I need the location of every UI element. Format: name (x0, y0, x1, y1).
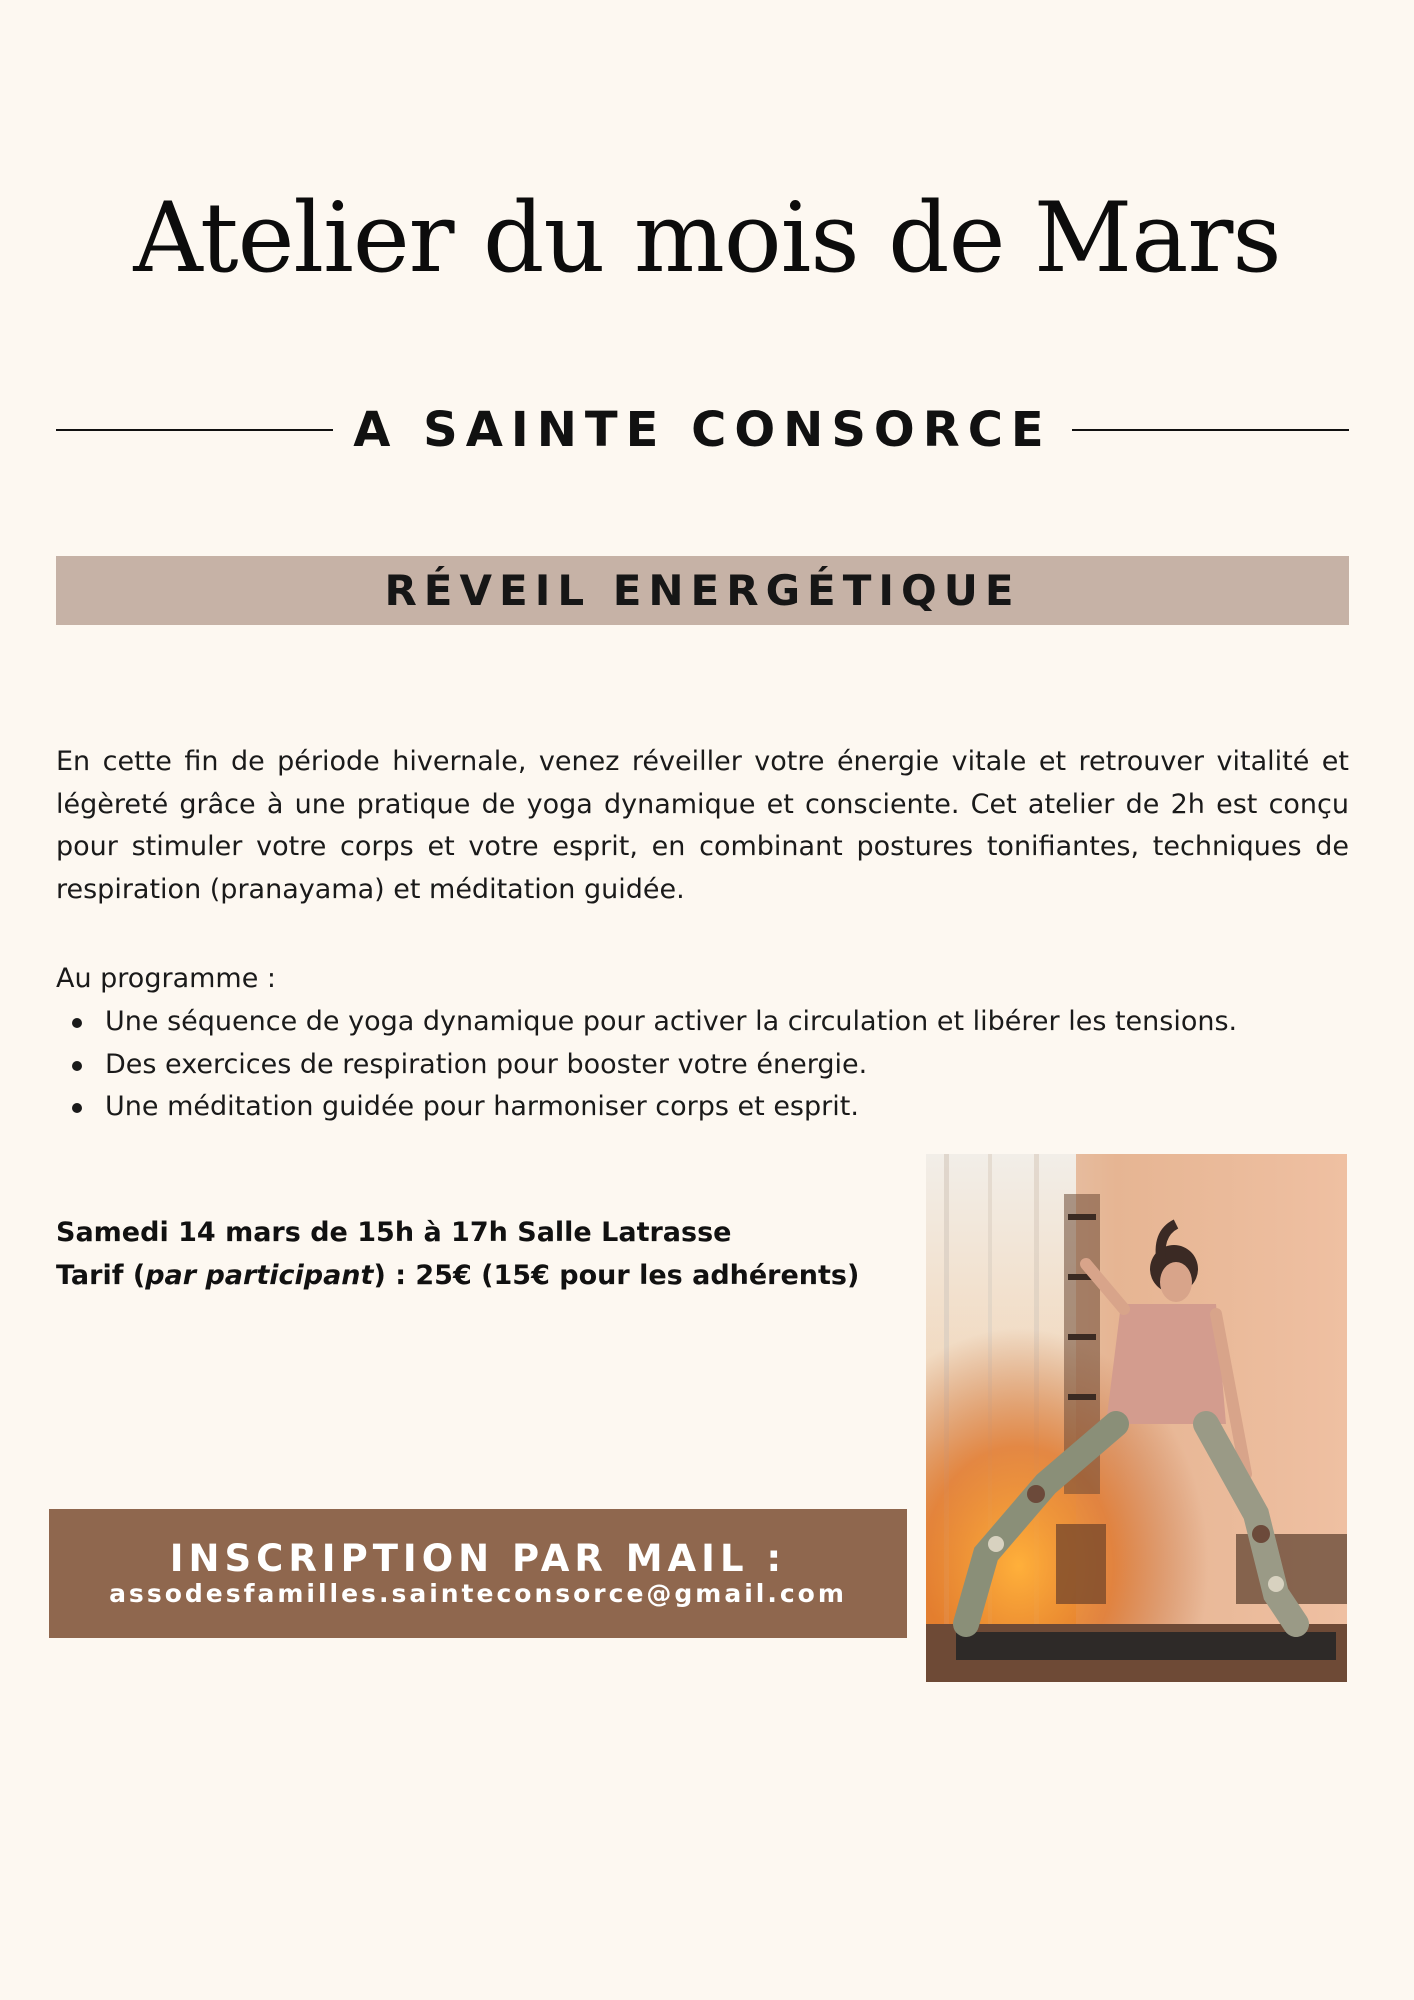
list-item: Des exercices de respiration pour booster votre énergie. (56, 1044, 1366, 1087)
signup-label: INSCRIPTION PAR MAIL : (169, 1536, 787, 1580)
signup-box (49, 1509, 907, 1638)
intro-paragraph: En cette fin de période hivernale, venez réveiller votre énergie vitale et retrouver vitalité et légèreté grâce à une pratique de yoga dynamique et consciente. Cet atelier de 2h est conçu pour stimuler votre corps et votre esprit, en combinant postures tonifiantes, techniques de respiration (pranayama) et méditation guidée. (56, 746, 1349, 905)
event-details (56, 1212, 916, 1297)
location-label: A SAINTE CONSORCE (353, 402, 1052, 458)
page-title: Atelier du mois de Mars (133, 182, 1281, 294)
bullet-icon (72, 1061, 82, 1071)
list-item: Une séquence de yoga dynamique pour activer la circulation et libérer les tensions. (56, 1001, 1366, 1044)
location-heading (56, 395, 1349, 465)
workshop-banner (56, 556, 1349, 625)
right-divider (1072, 429, 1349, 431)
date-line: Samedi 14 mars de 15h à 17h Salle Latrasse (56, 1217, 732, 1248)
list-item: Une méditation guidée pour harmoniser corps et esprit. (56, 1086, 1366, 1129)
yoga-photo (926, 1154, 1347, 1682)
program-label: Au programme : (56, 963, 277, 994)
left-divider (56, 429, 333, 431)
bullet-icon (72, 1103, 82, 1113)
tarif-line: Tarif (par participant) : 25€ (15€ pour les adhérents) (56, 1259, 860, 1291)
workshop-name: RÉVEIL ENERGÉTIQUE (384, 566, 1021, 615)
signup-email[interactable]: assodesfamilles.sainteconsorce@gmail.com (109, 1578, 847, 1608)
program-list (56, 1001, 1366, 1129)
bullet-icon (72, 1018, 82, 1028)
